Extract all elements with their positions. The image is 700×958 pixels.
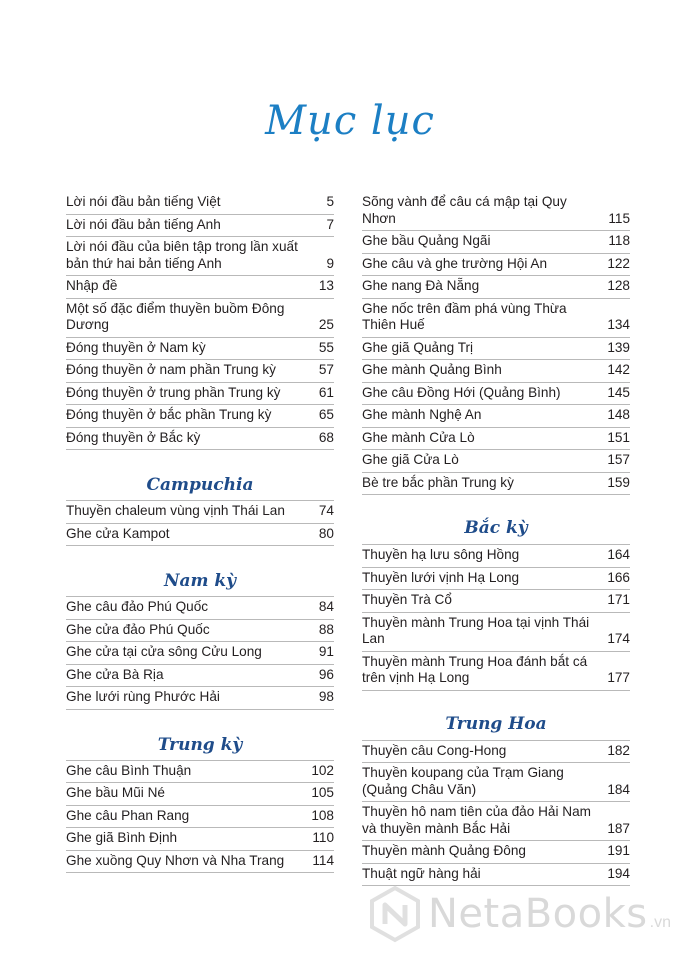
toc-entry-page: 171 bbox=[607, 592, 630, 607]
toc-entry-title: Ghe cửa Kampot bbox=[66, 525, 170, 541]
toc-entry bbox=[362, 613, 630, 652]
toc-entry-page: 105 bbox=[311, 785, 334, 800]
toc-entry-title: Ghe mành Quảng Bình bbox=[362, 362, 502, 377]
watermark-suffix: .vn bbox=[649, 914, 671, 931]
toc-entry-title: Một số đặc điểm thuyền buồm Đông Dương bbox=[66, 300, 285, 332]
toc-entry-page: 9 bbox=[326, 255, 334, 271]
toc-entry bbox=[362, 741, 630, 764]
toc-entry-title: Ghe lưới rùng Phước Hải bbox=[66, 689, 220, 704]
toc-entry-page: 157 bbox=[607, 452, 630, 467]
toc-group bbox=[362, 192, 630, 495]
toc-entry-title: Thuyền chaleum vùng vịnh Thái Lan bbox=[66, 503, 285, 518]
toc-entry bbox=[66, 501, 334, 524]
toc-entry bbox=[66, 761, 334, 784]
toc-group bbox=[66, 192, 334, 450]
toc-entry-page: 13 bbox=[318, 278, 334, 293]
watermark-brand: NetaBooks bbox=[428, 891, 648, 937]
section-heading-trung-ky: Trung kỳ bbox=[66, 710, 334, 761]
netabooks-logo-icon bbox=[366, 885, 424, 943]
toc-entry-title: Ghe mành Nghệ An bbox=[362, 407, 482, 422]
toc-entry-title: Ghe câu đảo Phú Quốc bbox=[66, 599, 209, 614]
toc-entry bbox=[362, 405, 630, 428]
toc-entry bbox=[66, 428, 334, 451]
toc-entry-title: Ghe bầu Mũi Né bbox=[66, 785, 165, 800]
toc-entry bbox=[362, 360, 630, 383]
toc-entry bbox=[362, 450, 630, 473]
toc-entry-page: 177 bbox=[607, 670, 630, 685]
toc-entry-title: Thuyền hạ lưu sông Hồng bbox=[362, 547, 520, 562]
toc-entry-page: 68 bbox=[318, 429, 334, 445]
toc-entry-page: 115 bbox=[608, 210, 630, 226]
toc-entry-page: 57 bbox=[318, 362, 334, 377]
toc-entry-title: Ghe xuồng Quy Nhơn và Nha Trang bbox=[66, 852, 285, 868]
toc-entry-page: 65 bbox=[318, 407, 334, 422]
toc-entry bbox=[362, 802, 630, 841]
toc-entry-title: Thuyền lưới vịnh Hạ Long bbox=[362, 569, 520, 585]
toc-entry bbox=[362, 383, 630, 406]
toc-entry bbox=[362, 652, 630, 691]
toc-entry bbox=[362, 276, 630, 299]
toc-entry-page: 187 bbox=[607, 820, 630, 836]
toc-entry-page: 84 bbox=[318, 599, 334, 614]
toc-entry-page: 182 bbox=[607, 742, 630, 758]
toc-entry bbox=[66, 299, 334, 338]
toc-entry bbox=[66, 783, 334, 806]
toc-entry-title: Thuyền mành Trung Hoa tại vịnh Thái Lan bbox=[362, 614, 590, 646]
toc-entry-title: Ghe cửa đảo Phú Quốc bbox=[66, 621, 210, 637]
section-heading-campuchia: Campuchia bbox=[66, 450, 334, 501]
toc-entry-title: Đóng thuyền ở nam phần Trung kỳ bbox=[66, 362, 276, 377]
toc-entry-page: 159 bbox=[607, 474, 630, 490]
toc-entry bbox=[66, 806, 334, 829]
toc-entry-title: Lời nói đầu bản tiếng Anh bbox=[66, 216, 221, 232]
toc-entry-title: Nhập đề bbox=[66, 278, 118, 293]
toc-entry-page: 80 bbox=[318, 525, 334, 541]
toc-entry-title: Ghe bầu Quảng Ngãi bbox=[362, 233, 491, 248]
toc-entry-title: Đóng thuyền ở trung phần Trung kỳ bbox=[66, 384, 281, 400]
toc-entry-page: 164 bbox=[607, 547, 630, 562]
toc-entry-page: 139 bbox=[607, 339, 630, 355]
toc-entry bbox=[66, 383, 334, 406]
toc-entry-page: 134 bbox=[607, 317, 630, 332]
toc-entry-title: Lời nói đầu bản tiếng Việt bbox=[66, 194, 221, 209]
toc-entry-title: Ghe câu Đồng Hới (Quảng Bình) bbox=[362, 384, 561, 400]
toc-entry-page: 110 bbox=[312, 830, 334, 845]
toc-entry-page: 166 bbox=[607, 569, 630, 585]
toc-entry-title: Đóng thuyền ở Bắc kỳ bbox=[66, 429, 201, 445]
toc-entry-title: Ghe câu Phan Rang bbox=[66, 807, 190, 823]
toc-entry-page: 151 bbox=[607, 429, 630, 445]
toc-entry-title: Ghe giã Bình Định bbox=[66, 830, 178, 845]
toc-entry-page: 61 bbox=[318, 384, 334, 400]
toc-entry bbox=[362, 763, 630, 802]
toc-entry bbox=[66, 215, 334, 238]
toc-entry-title: Ghe cửa tại cửa sông Cửu Long bbox=[66, 644, 262, 659]
toc-entry bbox=[66, 360, 334, 383]
toc-entry-page: 96 bbox=[318, 666, 334, 682]
toc-entry-page: 5 bbox=[326, 194, 334, 209]
section-heading-trung-hoa: Trung Hoa bbox=[362, 691, 630, 741]
toc-entry-title: Lời nói đầu của biên tập trong lần xuất bản thứ hai bản tiếng Anh bbox=[66, 239, 298, 271]
toc-entry-page: 118 bbox=[608, 233, 630, 248]
toc-entry bbox=[362, 192, 630, 231]
toc-entry-page: 142 bbox=[607, 362, 630, 377]
toc-entry-title: Đóng thuyền ở Nam kỳ bbox=[66, 339, 206, 355]
toc-entry-page: 102 bbox=[311, 762, 334, 778]
toc-entry bbox=[66, 192, 334, 215]
toc-entry-title: Thuyền câu Cong-Hong bbox=[362, 742, 507, 758]
toc-entry bbox=[362, 473, 630, 496]
toc-entry bbox=[66, 642, 334, 665]
toc-entry-page: 55 bbox=[318, 339, 334, 355]
toc-entry-page: 74 bbox=[318, 503, 334, 518]
toc-entry-title: Đóng thuyền ở bắc phần Trung kỳ bbox=[66, 407, 272, 422]
toc-entry bbox=[66, 597, 334, 620]
toc-entry bbox=[66, 524, 334, 547]
toc-entry-title: Ghe giã Quảng Trị bbox=[362, 339, 474, 355]
toc-entry bbox=[362, 841, 630, 864]
toc-entry bbox=[66, 665, 334, 688]
toc-entry bbox=[66, 851, 334, 874]
toc-left-column bbox=[66, 192, 334, 873]
toc-entry-title: Bè tre bắc phần Trung kỳ bbox=[362, 474, 514, 490]
toc-entry bbox=[362, 254, 630, 277]
toc-entry bbox=[66, 828, 334, 851]
toc-entry-page: 194 bbox=[607, 865, 630, 881]
toc-entry-page: 148 bbox=[607, 407, 630, 422]
toc-entry bbox=[66, 620, 334, 643]
toc-entry-page: 191 bbox=[607, 843, 630, 858]
toc-entry-title: Ghe mành Cửa Lò bbox=[362, 429, 475, 445]
toc-entry-title: Sõng vành để câu cá mập tại Quy Nhơn bbox=[362, 194, 567, 226]
toc-entry-page: 114 bbox=[312, 852, 334, 868]
toc-entry bbox=[362, 590, 630, 613]
toc-right-column bbox=[362, 192, 630, 886]
section-heading-bac-ky: Bắc kỳ bbox=[362, 495, 630, 545]
toc-entry-title: Ghe nốc trên đầm phá vùng Thừa Thiên Huế bbox=[362, 300, 567, 332]
toc-entry-page: 7 bbox=[326, 216, 334, 232]
toc-entry bbox=[362, 338, 630, 361]
toc-entry-page: 98 bbox=[318, 689, 334, 704]
toc-entry-page: 91 bbox=[318, 644, 334, 659]
toc-entry bbox=[66, 687, 334, 710]
toc-entry bbox=[362, 428, 630, 451]
toc-entry-title: Thuyền koupang của Trạm Giang (Quảng Châu Văn) bbox=[362, 765, 564, 797]
toc-entry-page: 128 bbox=[607, 278, 630, 293]
toc-entry-title: Ghe câu Bình Thuận bbox=[66, 762, 192, 778]
toc-entry bbox=[66, 276, 334, 299]
toc-entry bbox=[362, 568, 630, 591]
toc-entry-page: 145 bbox=[607, 384, 630, 400]
toc-entry-title: Ghe giã Cửa Lò bbox=[362, 452, 459, 467]
toc-entry-title: Ghe nang Đà Nẵng bbox=[362, 278, 480, 293]
toc-entry bbox=[362, 231, 630, 254]
toc-entry-page: 184 bbox=[607, 781, 630, 797]
toc-entry-title: Ghe cửa Bà Rịa bbox=[66, 666, 164, 682]
toc-entry-title: Ghe câu và ghe trường Hội An bbox=[362, 255, 548, 271]
toc-entry-title: Thuyền Trà Cổ bbox=[362, 592, 452, 607]
toc-entry bbox=[362, 545, 630, 568]
toc-entry-title: Thuật ngữ hàng hải bbox=[362, 865, 481, 881]
toc-entry bbox=[362, 299, 630, 338]
section-heading-nam-ky: Nam kỳ bbox=[66, 546, 334, 597]
toc-entry-title: Thuyền mành Quảng Đông bbox=[362, 843, 526, 858]
toc-entry-title: Thuyền mành Trung Hoa đánh bắt cá trên vịnh Hạ Long bbox=[362, 653, 588, 685]
watermark bbox=[366, 884, 696, 944]
toc-entry-page: 122 bbox=[607, 255, 630, 271]
toc-entry bbox=[66, 405, 334, 428]
toc-entry-page: 88 bbox=[318, 621, 334, 637]
toc-entry-page: 174 bbox=[607, 631, 630, 646]
toc-entry bbox=[66, 338, 334, 361]
toc-entry bbox=[362, 864, 630, 887]
toc-entry-page: 108 bbox=[311, 807, 334, 823]
toc-entry-page: 25 bbox=[318, 317, 334, 332]
page-title: Mục lục bbox=[265, 98, 435, 144]
toc-entry-title: Thuyền hô nam tiên của đảo Hải Nam và thuyền mành Bắc Hải bbox=[362, 804, 591, 836]
toc-entry bbox=[66, 237, 334, 276]
